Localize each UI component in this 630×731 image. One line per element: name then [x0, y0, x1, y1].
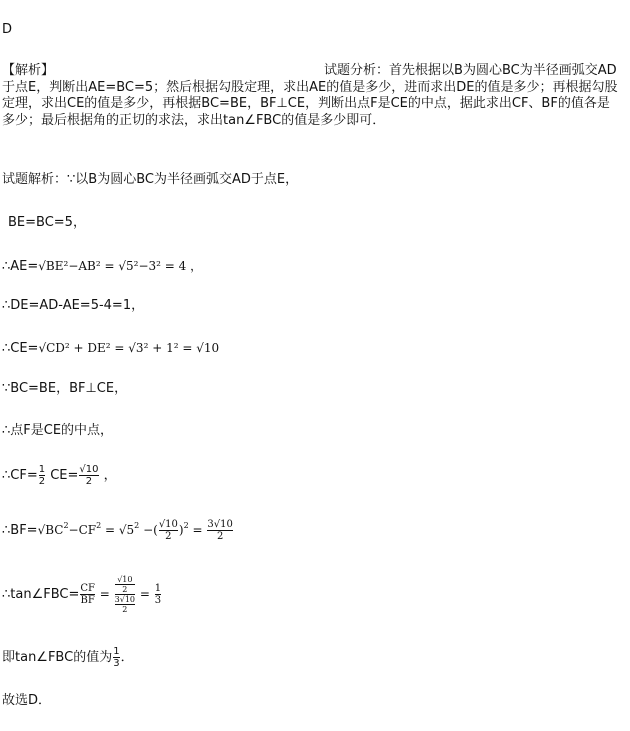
solution-line-12: 故选D．: [2, 693, 52, 708]
solution-line-1: ∵以B为圆心BC为半径画弧交AD于点E，: [67, 172, 299, 187]
ce-formula: √CD² + DE² = √3² + 1² = √10: [38, 341, 220, 355]
tan-formula: $\frac{CF}{BF}$ = √10 2 3√10 2 = $\frac{1}{3}$: [80, 575, 162, 614]
solution-label: 试题解析：: [2, 172, 68, 187]
solution-line-11: 即tan∠FBC的值为 $\frac{1}{3}$ ．: [2, 646, 134, 669]
fraction-sqrt10-over-2: $\frac{√10}{2}$: [79, 464, 99, 487]
bf-formula: $√BC^2-CF^2 = √5^2$ −( $\frac{√10}{2}$ )$^2$ = $\frac{3√10}{2}$: [37, 519, 233, 542]
solution-line-10: ∴tan∠FBC= $\frac{CF}{BF}$ = √10 2 3√10 2 = $\frac{1}{3}$: [2, 575, 162, 614]
answer-letter: D: [2, 22, 13, 37]
ae-formula: √BE²−AB² = √5²−3² = 4 ，: [38, 259, 203, 273]
solution-line-3: ∴AE=√BE²−AB² = √5²−3² = 4 ，: [2, 259, 203, 274]
solution-heading: [2, 172, 298, 188]
fraction-one-third: $\frac{1}{3}$: [113, 646, 120, 669]
analysis-text: 首先根据以B为圆心BC为半径画弧交AD于点E，判断出AE=BC=5；然后根据勾股定理，求出AE的值是多少，进而求出DE的值是多少；再根据勾股定理，求出CE的值是多少，再根据BC=BE，BF⊥CE，判断出点F是CE的中点，据此求出CF、BF的值各是多少；最后根据角的正切的求法，求出tan∠FBC的值是多少即可．: [2, 63, 618, 128]
solution-line-2: BE=BC=5，: [8, 215, 86, 230]
fraction-one-half: $\frac{1}{2}$: [38, 464, 46, 487]
analysis-header: 【解析】: [2, 63, 55, 78]
solution-line-8: ∴CF= $\frac{1}{2}$ CE= $\frac{√10}{2}$ ，: [2, 464, 117, 487]
solution-line-6: ∵BC=BE，BF⊥CE，: [2, 381, 128, 396]
analysis-paragraph: [2, 63, 620, 129]
solution-line-7: ∴点F是CE的中点，: [2, 423, 114, 438]
solution-line-9: $\therefore BF=√BC^2-CF^2 = √5^2$ −( $\frac{√10}{2}$ )$^2$ = $\frac{3√10}{2}$: [2, 519, 233, 542]
solution-line-5: ∴CE=√CD² + DE² = √3² + 1² = √10: [2, 341, 220, 356]
analysis-label: 试题分析：: [324, 63, 390, 78]
solution-line-4: ∴DE=AD-AE=5-4=1，: [2, 298, 145, 313]
